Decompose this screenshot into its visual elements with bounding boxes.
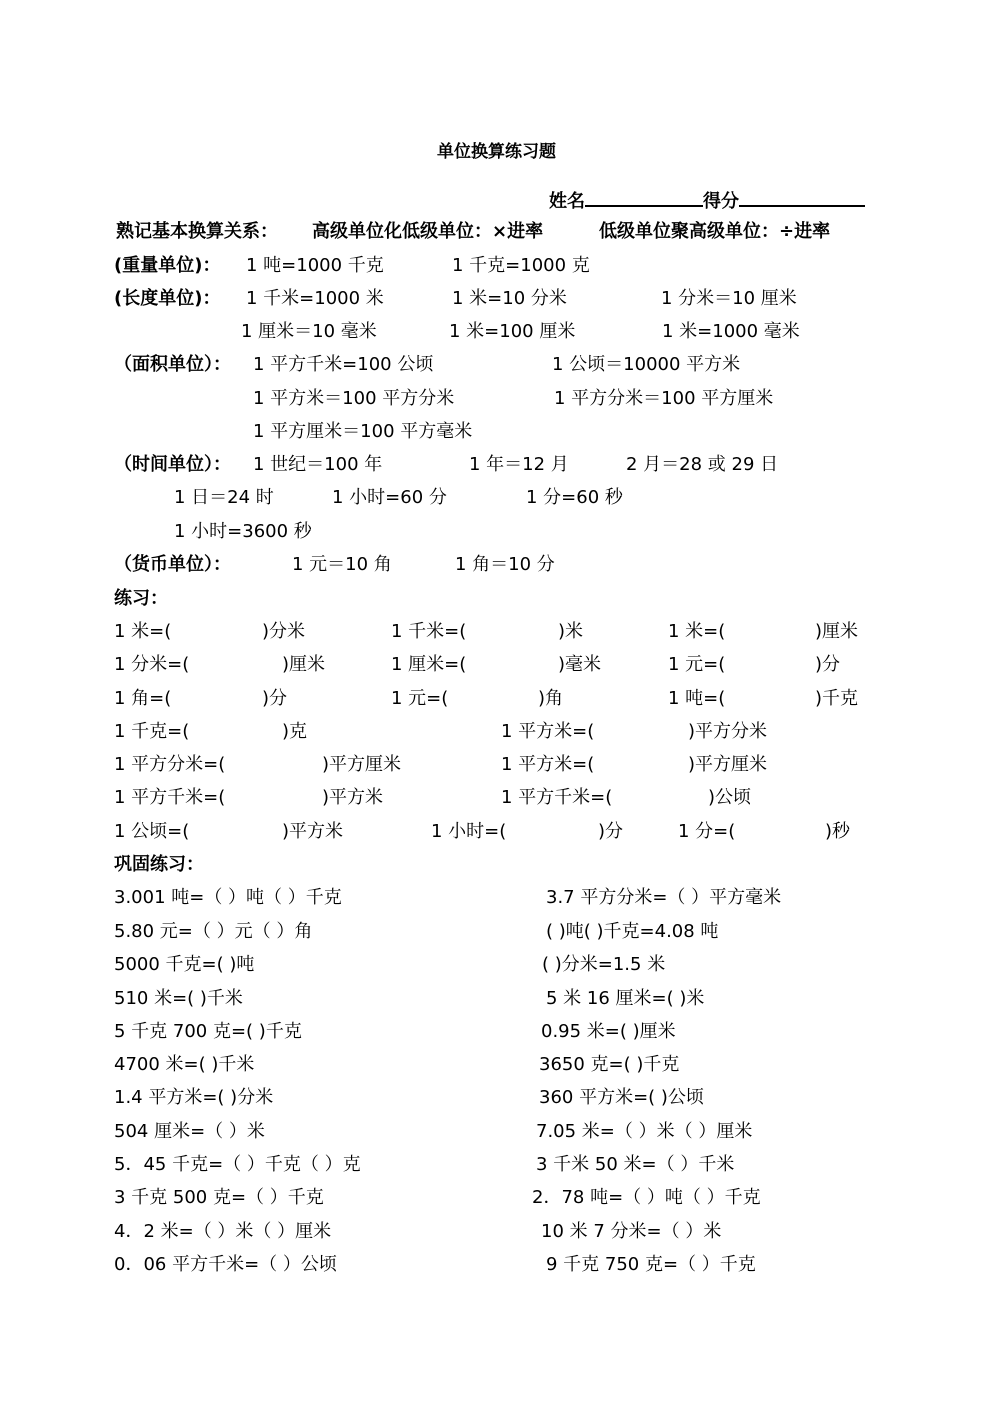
exercise-right: 9 千克 750 克=（ ）千克 xyxy=(546,1254,756,1275)
exercise-right: 0.95 米=( )厘米 xyxy=(541,1021,676,1042)
exercise-right: 2．78 吨=（ ）吨（ ）千克 xyxy=(532,1187,761,1208)
exercise-left: 504 厘米=（ ）米 xyxy=(114,1121,265,1142)
money-item: 1 角＝10 分 xyxy=(455,554,555,575)
length-item: 1 千米=1000 米 xyxy=(246,288,384,309)
practice-prompt: 1 元=( xyxy=(391,688,449,709)
exercise-left: 0．06 平方千米=（ ）公顷 xyxy=(114,1254,337,1275)
practice-unit: )厘米 xyxy=(282,654,326,675)
practice-unit: )千克 xyxy=(815,688,859,709)
length-label: (长度单位)： xyxy=(114,288,221,309)
page-title: 单位换算练习题 xyxy=(437,142,556,162)
length-item: 1 厘米＝10 毫米 xyxy=(241,321,377,342)
practice-prompt: 1 小时=( xyxy=(431,821,507,842)
time-item: 1 分=60 秒 xyxy=(526,487,623,508)
exercise-left: 4700 米=( )千米 xyxy=(114,1054,255,1075)
practice-prompt: 1 平方千米=( xyxy=(114,787,226,808)
exercise-left: 5 千克 700 克=( )千克 xyxy=(114,1021,302,1042)
exercise-left: 4．2 米=（ ）米（ ）厘米 xyxy=(114,1221,332,1242)
exercise-right: 5 米 16 厘米=( )米 xyxy=(546,988,705,1009)
money-label: （货币单位）： xyxy=(114,554,231,575)
practice-unit: )平方米 xyxy=(322,787,384,808)
practice-prompt: 1 厘米=( xyxy=(391,654,467,675)
practice-prompt: 1 平方分米=( xyxy=(114,754,226,775)
time-item: 1 小时=3600 秒 xyxy=(174,521,312,542)
exercise-right: 360 平方米=( )公顷 xyxy=(539,1087,704,1108)
weight-item: 1 千克=1000 克 xyxy=(452,255,590,276)
score-blank[interactable] xyxy=(739,187,865,207)
practice-unit: )平方分米 xyxy=(688,721,768,742)
practice-unit: )分 xyxy=(262,688,288,709)
practice-unit: )公顷 xyxy=(708,787,752,808)
rule-high-to-low: 高级单位化低级单位：×进率 xyxy=(312,221,544,242)
time-label: （时间单位）： xyxy=(114,454,231,475)
practice-prompt: 1 分=( xyxy=(678,821,736,842)
score-label: 得分 xyxy=(703,191,739,212)
exercise-left: 510 米=( )千米 xyxy=(114,988,243,1009)
time-item: 1 小时=60 分 xyxy=(332,487,447,508)
practice-prompt: 1 米=( xyxy=(668,621,726,642)
length-item: 1 米=10 分米 xyxy=(452,288,567,309)
rules-heading: 熟记基本换算关系： xyxy=(116,221,278,242)
practice-prompt: 1 米=( xyxy=(114,621,172,642)
area-item: 1 公顷＝10000 平方米 xyxy=(552,354,741,375)
name-field[interactable] xyxy=(549,187,865,213)
practice-prompt: 1 角=( xyxy=(114,688,172,709)
exercise-right: 3650 克=( )千克 xyxy=(539,1054,680,1075)
rule-low-to-high: 低级单位聚高级单位：÷进率 xyxy=(599,221,831,242)
practice-prompt: 1 千克=( xyxy=(114,721,190,742)
practice-prompt: 1 分米=( xyxy=(114,654,190,675)
area-item: 1 平方千米=100 公顷 xyxy=(253,354,434,375)
practice-prompt: 1 千米=( xyxy=(391,621,467,642)
practice-heading: 练习： xyxy=(114,588,168,609)
exercise-right: ( )吨( )千克=4.08 吨 xyxy=(546,921,719,942)
exercise-left: 5．45 千克=（ ）千克（ ）克 xyxy=(114,1154,361,1175)
consolidation-heading: 巩固练习： xyxy=(114,854,204,875)
time-item: 2 月＝28 或 29 日 xyxy=(626,454,779,475)
name-blank[interactable] xyxy=(585,187,703,207)
area-item: 1 平方厘米＝100 平方毫米 xyxy=(253,421,473,442)
practice-unit: )秒 xyxy=(825,821,851,842)
exercise-right: 3 千米 50 米=（ ）千米 xyxy=(536,1154,735,1175)
weight-label: (重量单位)： xyxy=(114,255,221,276)
practice-prompt: 1 平方米=( xyxy=(501,721,595,742)
practice-prompt: 1 公顷=( xyxy=(114,821,190,842)
time-item: 1 年＝12 月 xyxy=(469,454,569,475)
practice-unit: )角 xyxy=(538,688,564,709)
exercise-left: 1.4 平方米=( )分米 xyxy=(114,1087,274,1108)
practice-unit: )毫米 xyxy=(558,654,602,675)
practice-unit: )克 xyxy=(282,721,308,742)
length-item: 1 米=100 厘米 xyxy=(449,321,576,342)
exercise-right: ( )分米=1.5 米 xyxy=(542,954,666,975)
practice-unit: )平方厘米 xyxy=(322,754,402,775)
exercise-left: 3.001 吨=（ ）吨（ ）千克 xyxy=(114,887,342,908)
practice-unit: )分 xyxy=(598,821,624,842)
money-item: 1 元＝10 角 xyxy=(292,554,392,575)
practice-unit: )平方米 xyxy=(282,821,344,842)
practice-prompt: 1 吨=( xyxy=(668,688,726,709)
practice-unit: )厘米 xyxy=(815,621,859,642)
practice-unit: )平方厘米 xyxy=(688,754,768,775)
exercise-left: 5.80 元=（ ）元（ ）角 xyxy=(114,921,313,942)
practice-prompt: 1 元=( xyxy=(668,654,726,675)
practice-unit: )分米 xyxy=(262,621,306,642)
time-item: 1 日＝24 时 xyxy=(174,487,274,508)
practice-unit: )分 xyxy=(815,654,841,675)
weight-item: 1 吨=1000 千克 xyxy=(246,255,384,276)
exercise-left: 3 千克 500 克=（ ）千克 xyxy=(114,1187,324,1208)
name-label: 姓名 xyxy=(549,191,585,212)
exercise-right: 10 米 7 分米=（ ）米 xyxy=(541,1221,722,1242)
practice-prompt: 1 平方米=( xyxy=(501,754,595,775)
area-label: （面积单位）： xyxy=(114,354,231,375)
exercise-right: 7.05 米=（ ）米（ ）厘米 xyxy=(536,1121,753,1142)
length-item: 1 米=1000 毫米 xyxy=(662,321,800,342)
length-item: 1 分米＝10 厘米 xyxy=(661,288,797,309)
exercise-right: 3.7 平方分米=（ ）平方毫米 xyxy=(546,887,782,908)
practice-prompt: 1 平方千米=( xyxy=(501,787,613,808)
exercise-left: 5000 千克=( )吨 xyxy=(114,954,255,975)
time-item: 1 世纪＝100 年 xyxy=(253,454,383,475)
area-item: 1 平方分米＝100 平方厘米 xyxy=(554,388,774,409)
practice-unit: )米 xyxy=(558,621,584,642)
area-item: 1 平方米＝100 平方分米 xyxy=(253,388,455,409)
